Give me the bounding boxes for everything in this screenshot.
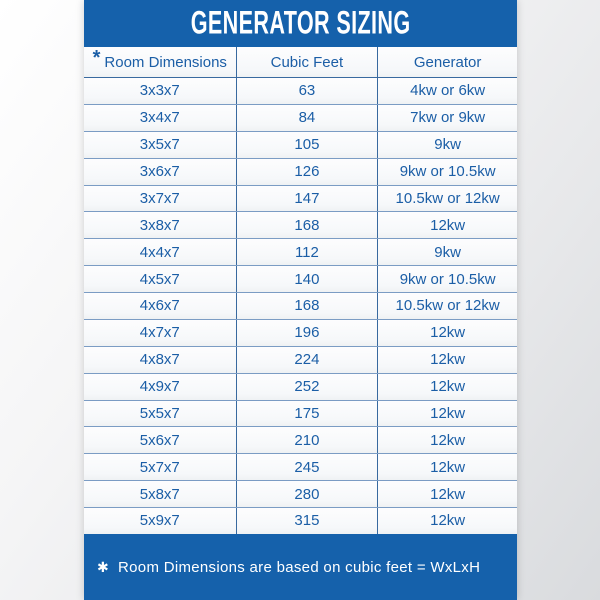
table-row (84, 401, 517, 428)
cubic-feet-cell: 84 (237, 105, 379, 131)
column-header-room-dimensions-label: Room Dimensions (104, 53, 227, 71)
room-dimensions-cell: 3x7x7 (84, 186, 237, 212)
cubic-feet-cell: 315 (237, 508, 379, 534)
generator-cell: 10.5kw or 12kw (378, 186, 517, 212)
cubic-feet-cell: 112 (237, 239, 379, 265)
page-title: GENERATOR SIZING (190, 5, 411, 41)
table-row (84, 347, 517, 374)
room-dimensions-cell: 4x7x7 (84, 320, 237, 346)
room-dimensions-cell: 5x5x7 (84, 401, 237, 427)
room-dimensions-cell: 4x5x7 (84, 266, 237, 292)
column-header-cubic-feet: Cubic Feet (237, 47, 379, 77)
generator-cell: 12kw (378, 212, 517, 238)
generator-cell: 12kw (378, 347, 517, 373)
room-dimensions-cell: 3x8x7 (84, 212, 237, 238)
cubic-feet-cell: 224 (237, 347, 379, 373)
table-row (84, 132, 517, 159)
column-header-room-dimensions (84, 47, 237, 77)
generator-cell: 12kw (378, 481, 517, 507)
asterisk-mark: * (92, 47, 101, 69)
table-row (84, 266, 517, 293)
room-dimensions-cell: 4x6x7 (84, 293, 237, 319)
room-dimensions-cell: 3x4x7 (84, 105, 237, 131)
generator-cell: 9kw (378, 239, 517, 265)
room-dimensions-cell: 4x8x7 (84, 347, 237, 373)
room-dimensions-cell: 3x5x7 (84, 132, 237, 158)
cubic-feet-cell: 63 (237, 78, 379, 104)
generator-cell: 12kw (378, 401, 517, 427)
sizing-table (84, 47, 517, 534)
generator-sizing-panel (84, 0, 517, 600)
generator-cell: 12kw (378, 320, 517, 346)
generator-cell: 10.5kw or 12kw (378, 293, 517, 319)
room-dimensions-cell: 5x9x7 (84, 508, 237, 534)
table-row (84, 508, 517, 534)
generator-cell: 9kw or 10.5kw (378, 159, 517, 185)
cubic-feet-cell: 252 (237, 374, 379, 400)
footnote (84, 534, 517, 600)
cubic-feet-cell: 105 (237, 132, 379, 158)
table-row (84, 293, 517, 320)
room-dimensions-cell: 5x6x7 (84, 427, 237, 453)
table-row (84, 159, 517, 186)
table-row (84, 212, 517, 239)
room-dimensions-cell: 4x9x7 (84, 374, 237, 400)
room-dimensions-cell: 4x4x7 (84, 239, 237, 265)
room-dimensions-cell: 3x6x7 (84, 159, 237, 185)
generator-cell: 4kw or 6kw (378, 78, 517, 104)
table-header-row (84, 47, 517, 78)
title-strip (84, 0, 517, 47)
room-dimensions-cell: 5x8x7 (84, 481, 237, 507)
cubic-feet-cell: 147 (237, 186, 379, 212)
generator-cell: 12kw (378, 454, 517, 480)
cubic-feet-cell: 126 (237, 159, 379, 185)
table-row (84, 427, 517, 454)
cubic-feet-cell: 210 (237, 427, 379, 453)
table-row (84, 239, 517, 266)
cubic-feet-cell: 196 (237, 320, 379, 346)
table-row (84, 186, 517, 213)
cubic-feet-cell: 245 (237, 454, 379, 480)
table-row (84, 320, 517, 347)
generator-cell: 9kw (378, 132, 517, 158)
table-row (84, 454, 517, 481)
column-header-generator: Generator (378, 47, 517, 77)
cubic-feet-cell: 175 (237, 401, 379, 427)
table-row (84, 374, 517, 401)
table-row (84, 105, 517, 132)
table-row (84, 78, 517, 105)
generator-cell: 9kw or 10.5kw (378, 266, 517, 292)
room-dimensions-cell: 5x7x7 (84, 454, 237, 480)
cubic-feet-cell: 280 (237, 481, 379, 507)
table-row (84, 481, 517, 508)
cubic-feet-cell: 168 (237, 293, 379, 319)
asterisk-icon: ✱ (97, 558, 110, 575)
generator-cell: 12kw (378, 508, 517, 534)
cubic-feet-cell: 140 (237, 266, 379, 292)
table-body (84, 78, 517, 534)
generator-cell: 12kw (378, 374, 517, 400)
footnote-text: Room Dimensions are based on cubic feet = WxLxH (118, 558, 481, 576)
room-dimensions-cell: 3x3x7 (84, 78, 237, 104)
generator-cell: 12kw (378, 427, 517, 453)
generator-cell: 7kw or 9kw (378, 105, 517, 131)
cubic-feet-cell: 168 (237, 212, 379, 238)
